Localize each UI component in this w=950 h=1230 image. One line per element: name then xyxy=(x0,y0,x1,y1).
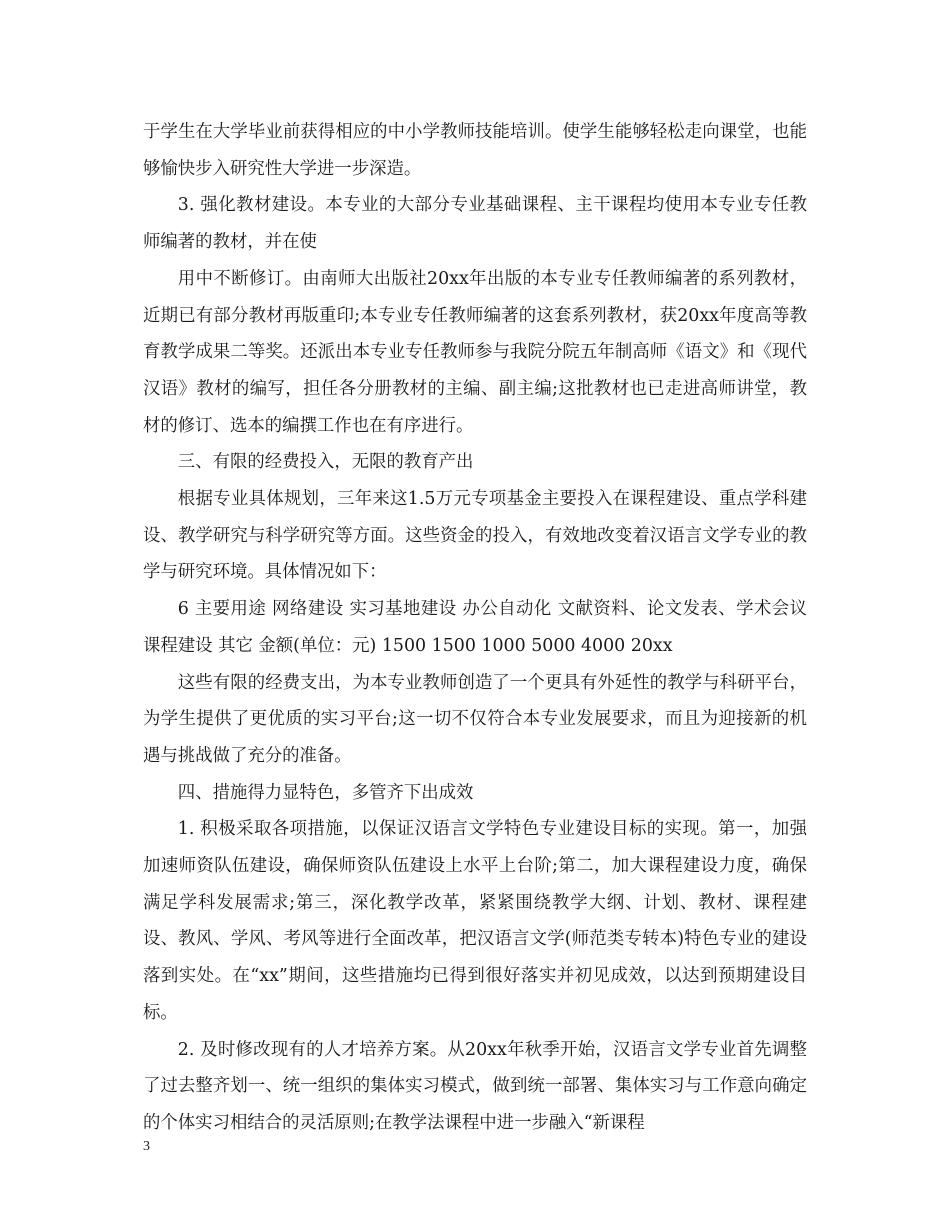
document-body xyxy=(143,114,807,1142)
page-number: 3 xyxy=(143,1139,150,1154)
paragraph: 6 主要用途 网络建设 实习基地建设 办公自动化 文献资料、论文发表、学术会议 课程建设 其它 金额(单位：元) 1500 1500 1000 5000 4000 20xx xyxy=(143,599,807,656)
paragraph: 3. 强化教材建设。本专业的大部分专业基础课程、主干课程均使用本专业专任教师编著的教材，并在使 xyxy=(143,195,807,253)
paragraph: 用中不断修订。由南师大出版社20xx年出版的本专业专任教师编著的系列教材，近期已有部分教材再版重印;本专业专任教师编著的这套系列教材，获20xx年度高等教育教学成果二等奖。还派出本专业专任教师参与我院分院五年制高师《语文》和《现代汉语》教材的编写，担任各分册教材的主编、副主编;这批教材也已走进高师讲堂，教材的修订、选本的编撰工作也在有序进行。 xyxy=(143,268,807,436)
paragraph: 2. 及时修改现有的人才培养方案。从20xx年秋季开始，汉语言文学专业首先调整了过去整齐划一、统一组织的集体实习模式，做到统一部署、集体实习与工作意向确定的个体实习相结合的灵活原则;在教学法课程中进一步融入“新课程 xyxy=(143,1039,807,1133)
paragraph: 这些有限的经费支出，为本专业教师创造了一个更具有外延性的教学与科研平台，为学生提供了更优质的实习平台;这一切不仅符合本专业发展要求，而且为迎接新的机遇与挑战做了充分的准备。 xyxy=(143,672,807,766)
section-heading: 四、措施得力显特色，多管齐下出成效 xyxy=(177,782,474,803)
paragraph: 1. 积极采取各项措施，以保证汉语言文学特色专业建设目标的实现。第一，加强加速师资队伍建设，确保师资队伍建设上水平上台阶;第二，加大课程建设力度，确保满足学科发展需求;第三，深化教学改革，紧紧围绕教学大纲、计划、教材、课程建设、教风、学风、考风等进行全面改革，把汉语言文学(师范类专转本)特色专业的建设落到实处。在“xx”期间，这些措施均已得到很好落实并初见成效，以达到预期建设目标。 xyxy=(143,819,807,1023)
paragraph: 根据专业具体规划，三年来这1.5万元专项基金主要投入在课程建设、重点学科建设、教学研究与科学研究等方面。这些资金的投入，有效地改变着汉语言文学专业的教学与研究环境。具体情况如下： xyxy=(143,489,807,583)
paragraph: 于学生在大学毕业前获得相应的中小学教师技能培训。使学生能够轻松走向课堂，也能够愉快步入研究性大学进一步深造。 xyxy=(143,122,807,179)
section-heading: 三、有限的经费投入，无限的教育产出 xyxy=(177,452,474,473)
